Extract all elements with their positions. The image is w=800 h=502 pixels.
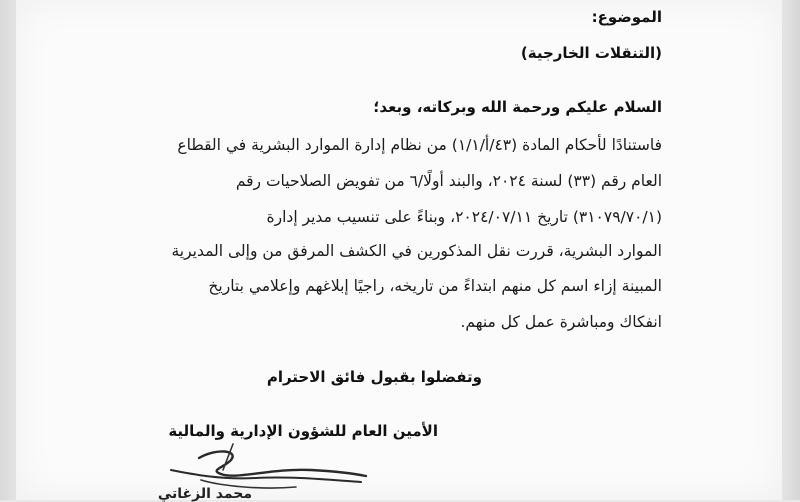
letter-page [16, 0, 782, 500]
signer-name: محمد الزغاتي [157, 486, 252, 502]
subject-label: الموضوع: [591, 8, 662, 26]
signer-title: الأمين العام للشؤون الإدارية والمالية [168, 422, 438, 440]
greeting: السلام عليكم ورحمة الله وبركاته، وبعد؛ [373, 98, 662, 116]
closing-line: وتفضلوا بقبول فائق الاحترام [266, 368, 482, 386]
body-line-4: الموارد البشرية، قررت نقل المذكورين في الكشف المرفق من وإلى المديرية [171, 242, 662, 260]
body-line-6: انفكاك ومباشرة عمل كل منهم. [460, 313, 662, 331]
body-line-2: العام رقم (٣٣) لسنة ٢٠٢٤، والبند أولًا/٦ من تفويض الصلاحيات رقم [235, 172, 662, 190]
body-line-3: (٣١٠٧٩/٧٠/١) تاريخ ٢٠٢٤/٠٧/١١، وبناءً على تنسيب مدير إدارة [266, 208, 662, 226]
body-line-5: المبينة إزاء اسم كل منهم ابتداءً من تاريخه، راجيًا إبلاغهم وإعلامي بتاريخ [208, 277, 662, 295]
body-line-1: فاستنادًا لأحكام المادة (٤٣/أ/١/١) من نظام إدارة الموارد البشرية في القطاع [177, 136, 662, 154]
subject-text: (التنقلات الخارجية) [520, 44, 662, 62]
